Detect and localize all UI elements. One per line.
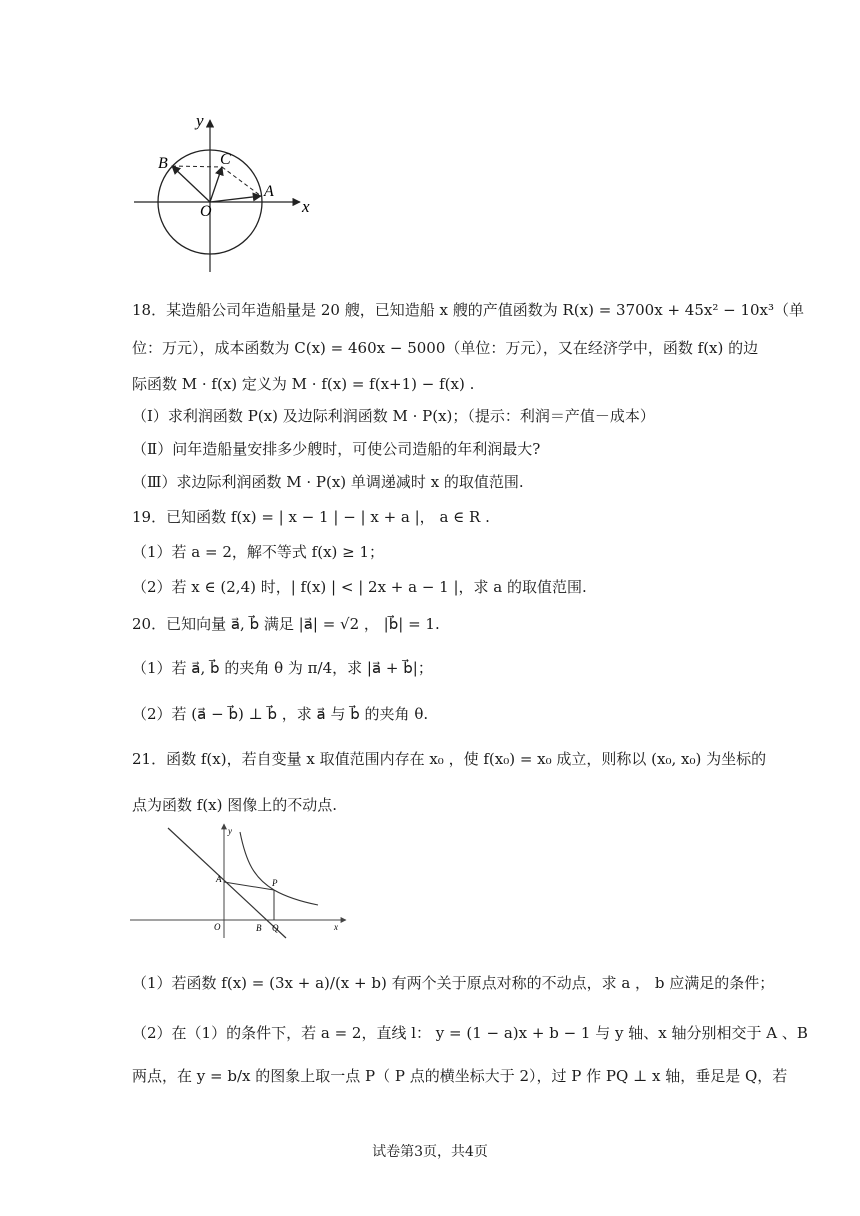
q19-part-2: （2）若 x ∈ (2,4) 时，| f(x) | < | 2x + a − 1 |，求 a 的取值范围. <box>132 578 587 596</box>
q19-line-1: 19．已知函数 f(x) = | x − 1 | − | x + a |， a ∈ R . <box>132 508 490 526</box>
q21-part-3: 两点，在 y = b/x 的图象上取一点 P（ P 点的横坐标大于 2），过 P 作 PQ ⊥ x 轴，垂足是 Q，若 <box>132 1067 788 1085</box>
label-a: A <box>264 183 274 200</box>
q18-part-1: （Ⅰ）求利润函数 P(x) 及边际利润函数 M · P(x)；（提示：利润＝产值－成本） <box>132 407 655 425</box>
label-b: B <box>256 923 262 933</box>
label-x: x <box>302 197 310 216</box>
line-l <box>168 828 286 938</box>
label-a: A <box>216 874 222 884</box>
dashed-ca <box>222 167 261 196</box>
q18-part-3: （Ⅲ）求边际利润函数 M · P(x) 单调递减时 x 的取值范围. <box>132 473 524 491</box>
q21-line-1: 21．函数 f(x)，若自变量 x 取值范围内存在 x₀ ，使 f(x₀) = x₀ 成立，则称以 (x₀, x₀) 为坐标的 <box>132 750 767 768</box>
vector-oc <box>210 167 222 202</box>
segment-ap <box>224 882 274 890</box>
q21-part-1: （1）若函数 f(x) = (3x + a)/(x + b) 有两个关于原点对称的不动点，求 a ， b 应满足的条件； <box>132 974 775 992</box>
q20-part-2: （2）若 (a⃗ − b⃗) ⊥ b⃗ ，求 a⃗ 与 b⃗ 的夹角 θ. <box>132 705 429 723</box>
q18-line-1: 18．某造船公司年造船量是 20 艘，已知造船 x 艘的产值函数为 R(x) = 3700x + 45x² − 10x³（单 <box>132 301 804 319</box>
label-y: y <box>196 112 204 130</box>
q19-part-1: （1）若 a = 2，解不等式 f(x) ≥ 1； <box>132 543 385 561</box>
q21-part-2: （2）在（1）的条件下，若 a = 2，直线 l： y = (1 − a)x + b − 1 与 y 轴、x 轴分别相交于 A 、B <box>132 1024 808 1042</box>
q21-line-2: 点为函数 f(x) 图像上的不动点. <box>132 796 338 814</box>
label-p: P <box>272 878 278 888</box>
label-o: O <box>200 203 212 220</box>
q18-line-3: 际函数 M · f(x) 定义为 M · f(x) = f(x+1) − f(x) . <box>132 375 475 393</box>
q20-part-1: （1）若 a⃗, b⃗ 的夹角 θ 为 π/4，求 |a⃗ + b⃗|； <box>132 659 433 677</box>
circle-vector-figure <box>130 112 315 277</box>
q18-part-2: （Ⅱ）问年造船量安排多少艘时，可使公司造船的年利润最大? <box>132 440 541 458</box>
function-graph-figure <box>128 822 350 940</box>
dashed-bc <box>172 166 222 167</box>
label-x: x <box>334 922 338 932</box>
label-b: B <box>158 155 168 172</box>
label-c: C <box>220 151 231 168</box>
vector-oa <box>210 196 261 202</box>
label-y: y <box>228 826 232 836</box>
hyperbola <box>240 832 318 905</box>
label-o: O <box>214 922 221 932</box>
vector-ob <box>172 166 210 202</box>
q20-line-1: 20．已知向量 a⃗, b⃗ 满足 |a⃗| = √2 ， |b⃗| = 1. <box>132 615 440 633</box>
label-q: Q <box>272 923 279 933</box>
q18-line-2: 位：万元），成本函数为 C(x) = 460x − 5000（单位：万元），又在经济学中，函数 f(x) 的边 <box>132 339 759 357</box>
page-footer: 试卷第3页，共4页 <box>372 1144 488 1160</box>
